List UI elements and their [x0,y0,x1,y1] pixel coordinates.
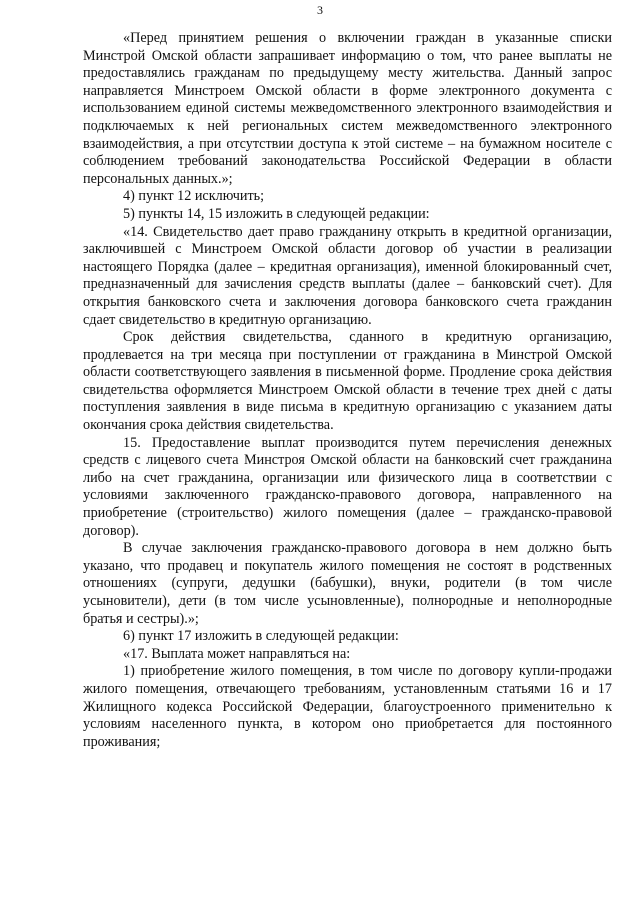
paragraph-contract-conditions: В случае заключения гражданско-правового договора в нем должно быть указано, что продавец и покупатель жилого помещения не состоят в родственных отношениях (супруги, дедушки (бабушки), внуки, родители (в том числе усыновители), дети (в том числе усыновленные), полнородные и неполнородные братья и сестры).»; [83,540,612,627]
page-number: 3 [317,3,323,17]
paragraph-point-15: 15. Предоставление выплат производится путем перечисления денежных средств с лицевого счета Минстроя Омской области на банковский счет гражданина либо на счет гражданина, организации или физического лица в соответствии с условиями заключенного гражданско-правового договора, направленного на приобретение (строительство) жилого помещения (далее – гражданско-правовой договор). [83,434,612,539]
document-body [83,30,612,751]
paragraph-request-procedure: «Перед принятием решения о включении граждан в указанные списки Минстрой Омской области запрашивает информацию о том, что ранее выплаты не предоставлялись гражданам по предыдущему месту жительства. Данный запрос направляется Минстроем Омской области в форме электронного документа с использованием единой системы межведомственного электронного взаимодействия и подключаемых к ней региональных систем межведомственного электронного взаимодействия, а при отсутствии доступа к этой системе – на бумажном носителе с соблюдением требований законодательства Российской Федерации в области персональных данных.»; [83,30,612,187]
paragraph-point-14: «14. Свидетельство дает право гражданину открыть в кредитной организации, заключившей с Минстроем Омской области договор об участии в реализации настоящего Порядка (далее – кредитная организация), именной блокированный счет, предназначенный для зачисления средств выплаты (далее – банковский счет). Для открытия банковского счета и заключения договора банковского счета гражданин сдает свидетельство в кредитную организацию. [83,223,612,328]
paragraph-item-5: 5) пункты 14, 15 изложить в следующей редакции: [123,205,430,222]
paragraph-subitem-1: 1) приобретение жилого помещения, в том числе по договору купли-продажи жилого помещения, отвечающего требованиям, установленным статьями 16 и 17 Жилищного кодекса Российской Федерации, благоустроенного применительно к условиям населенного пункта, в котором оно приобретается для постоянного проживания; [83,663,612,750]
paragraph-certificate-term: Срок действия свидетельства, сданного в кредитную организацию, продлевается на три месяца при поступлении от гражданина в Минстрой Омской области соответствующего заявления в письменной форме. Продление срока действия свидетельства оформляется Минстроем Омской области в течение трех дней с даты поступления заявления в виде письма в кредитную организацию с указанием даты окончания срока действия свидетельства. [83,329,612,434]
paragraph-item-4: 4) пункт 12 исключить; [123,188,265,205]
paragraph-item-6: 6) пункт 17 изложить в следующей редакции: [123,628,399,645]
paragraph-point-17: «17. Выплата может направляться на: [123,645,351,662]
